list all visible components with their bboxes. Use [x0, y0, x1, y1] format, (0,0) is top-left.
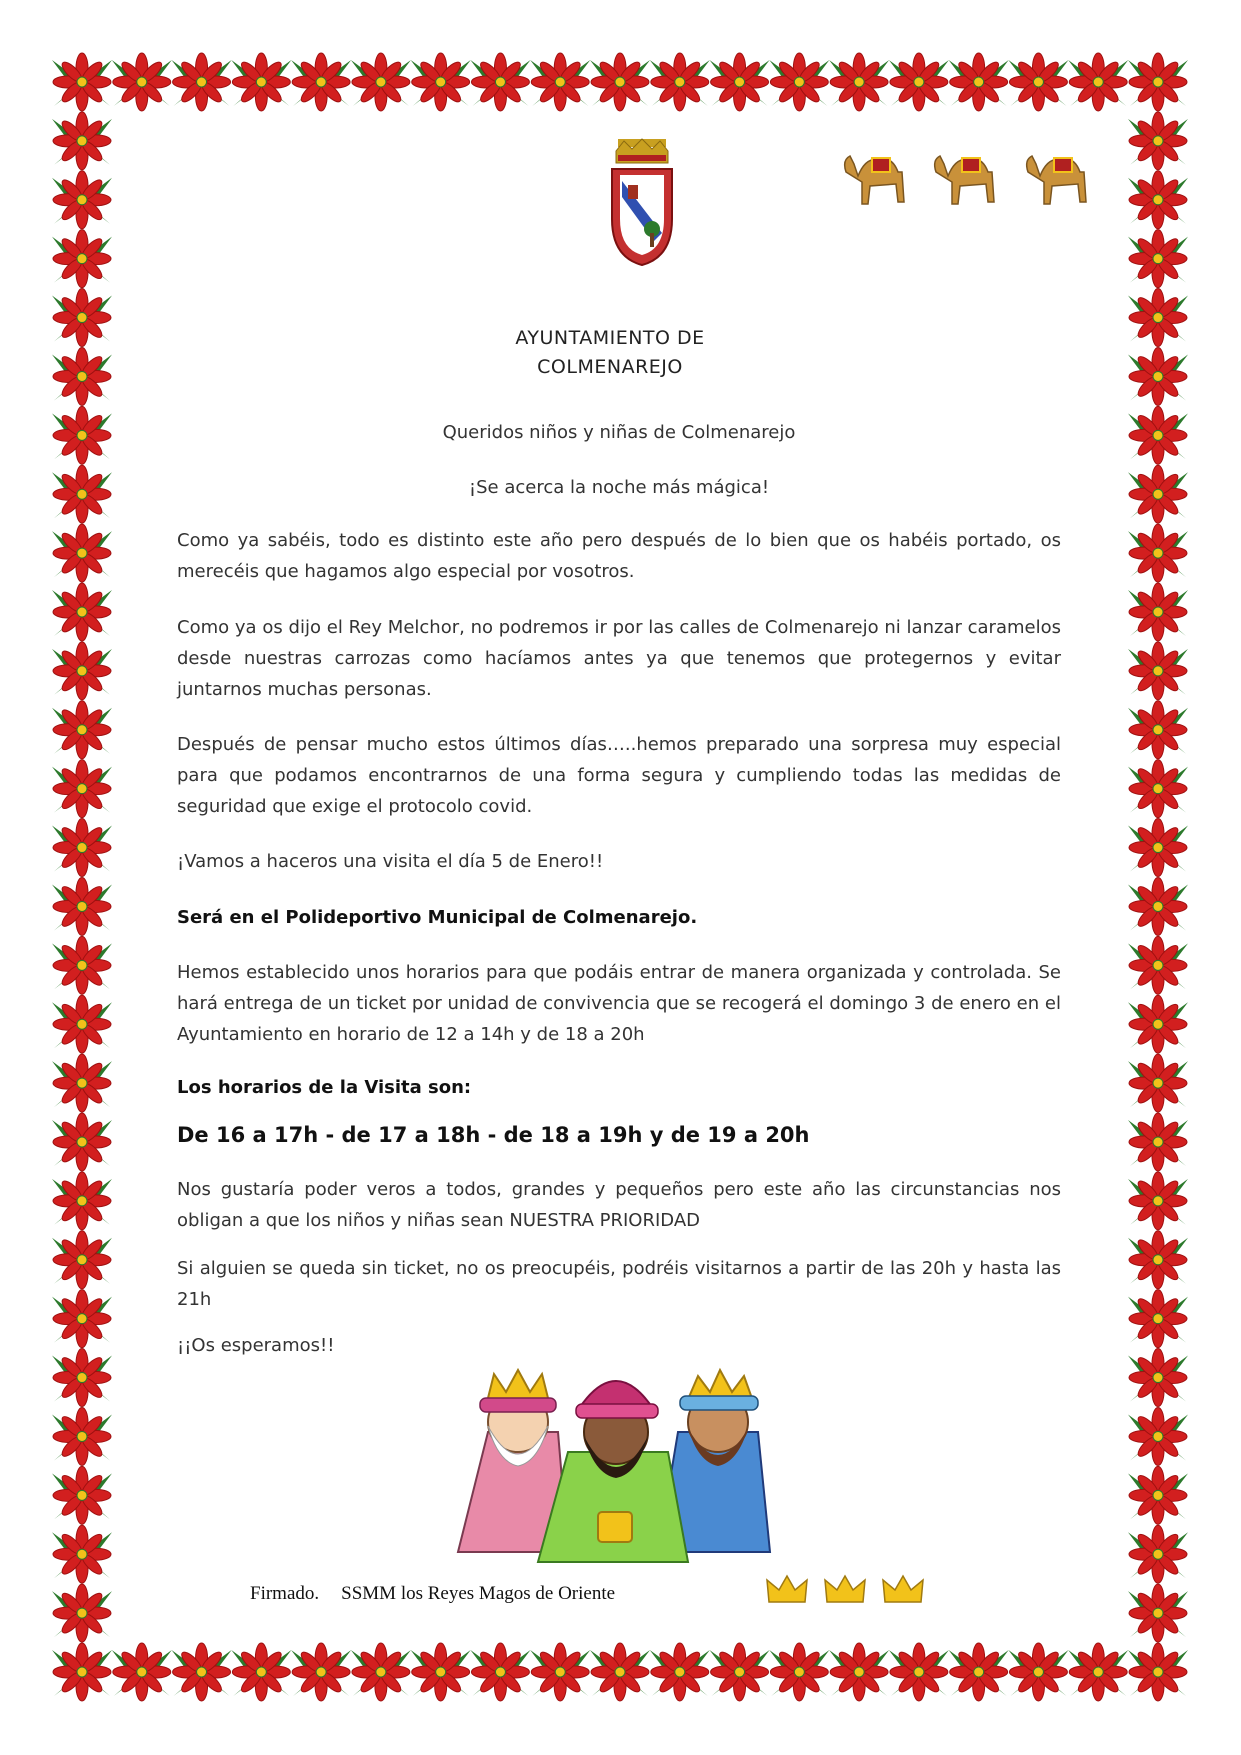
three-kings-illustration	[448, 1362, 780, 1567]
signature	[250, 1583, 615, 1605]
camel-icon	[930, 142, 1006, 210]
exclamation: ¡Se acerca la noche más mágica!	[468, 477, 770, 498]
paragraph-7: Nos gustaría poder veros a todos, grandes y pequeños pero este año las circunstancias nos obligan a que los niños y niñas sean NUESTRA PRIORIDAD	[177, 1179, 1061, 1231]
crown-icon	[883, 1576, 923, 1602]
schedule-times: De 16 a 17h - de 17 a 18h - de 18 a 19h y de 19 a 20h	[177, 1123, 810, 1147]
schedule-heading: Los horarios de la Visita son:	[177, 1077, 472, 1098]
title-line-2: COLMENAREJO	[537, 356, 683, 378]
coat-of-arms-icon	[608, 137, 676, 268]
camels-decoration	[840, 142, 1100, 212]
paragraph-8: Si alguien se queda sin ticket, no os preocupéis, podréis visitarnos a partir de las 20h y hasta las 21h	[177, 1258, 1061, 1310]
paragraph-4: ¡Vamos a haceros una visita el día 5 de Enero!!	[177, 851, 604, 872]
closing: ¡¡Os esperamos!!	[177, 1335, 335, 1356]
camel-icon	[1022, 142, 1098, 210]
paragraph-1: Como ya sabéis, todo es distinto este año pero después de lo bien que os habéis portado, os merecéis que hagamos algo especial por vosotros.	[177, 530, 1061, 582]
paragraph-3: Después de pensar mucho estos últimos días…..hemos preparado una sorpresa muy especial para que podamos encontrarnos de una forma segura y cumpliendo todas las medidas de seguridad que exige el protocolo covid.	[177, 734, 1061, 817]
greeting: Queridos niños y niñas de Colmenarejo	[442, 422, 796, 443]
paragraph-2: Como ya os dijo el Rey Melchor, no podremos ir por las calles de Colmenarejo ni lanzar caramelos desde nuestras carrozas como hacíamos antes ya que tenemos que protegernos y evitar juntarnos muchas personas.	[177, 617, 1061, 700]
page-title	[460, 324, 760, 382]
paragraph-6: Hemos establecido unos horarios para que podáis entrar de manera organizada y controlada. Se hará entrega de un ticket por unidad de convivencia que se recogerá el domingo 3 de enero en el Ayuntamiento en horario de 12 a 14h y de 18 a 20h	[177, 962, 1061, 1045]
signature-label: Firmado.	[250, 1583, 320, 1604]
crown-icon	[825, 1576, 865, 1602]
crowns-decoration	[765, 1572, 935, 1608]
title-line-1: AYUNTAMIENTO DE	[515, 327, 705, 349]
venue-line: Será en el Polideportivo Municipal de Colmenarejo.	[177, 907, 698, 928]
camel-icon	[840, 142, 916, 210]
signature-name: SSMM los Reyes Magos de Oriente	[341, 1583, 616, 1604]
crown-icon	[767, 1576, 807, 1602]
